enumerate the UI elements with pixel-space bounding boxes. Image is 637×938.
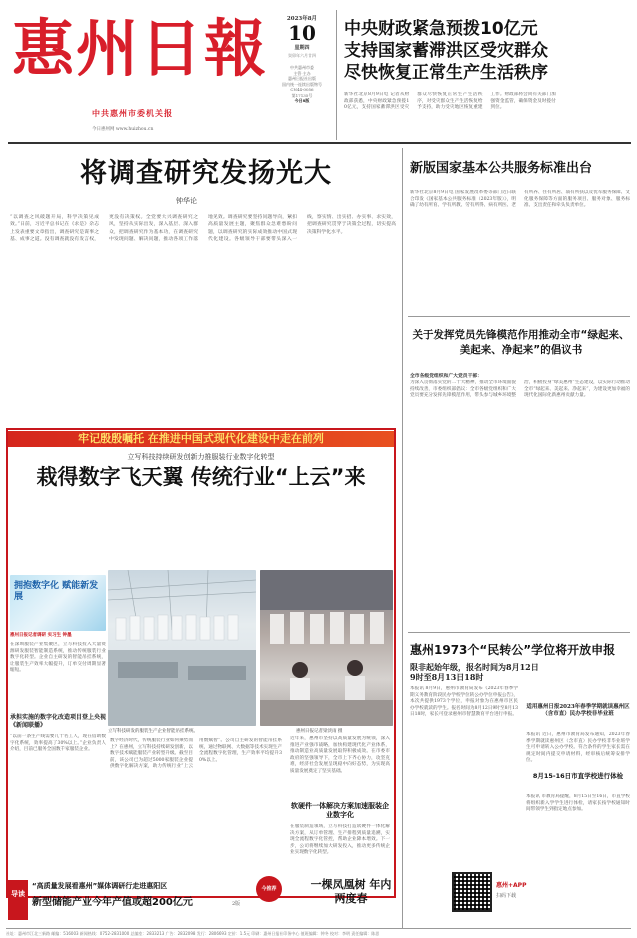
story4-headline[interactable]: 8月15-16日市直学校进行体检	[532, 772, 624, 780]
website-note: 今日惠州网 www.huizhou.cn	[92, 127, 154, 132]
lead-story-headline[interactable]: 中央财政紧急预拨10亿元 支持国家蓄滞洪区受灾群众 尽快恢复正常生产生活秩序	[344, 19, 548, 83]
feature-section2-headline[interactable]: 软硬件一体解决方案加速服装企业数字化	[291, 802, 389, 819]
guide-tag: 导读	[8, 880, 28, 920]
feature-photo-main	[108, 570, 256, 726]
story3-subheads: 限非起始年级，报名时间为8月12日 9时至8月13日18时	[410, 662, 539, 682]
factory-photo-illustration	[108, 570, 256, 726]
commentary-headline[interactable]: 将调查研究发扬光大	[80, 158, 332, 189]
story3-headline[interactable]: 惠州1973个“民转公”学位将开放申报	[410, 643, 616, 657]
photo-right-caption: 惠州日报记者梁淡雨 摄	[296, 729, 343, 734]
photo-main-caption: 立写科技研发的服装生产企业智能吊挂系统。	[108, 729, 198, 734]
app-name: 惠州+APP	[496, 882, 527, 889]
issue-info: 中共惠州市委 主管·主办 惠州日报社出版 国内统一连续出版物号 CN44-0056 第17135号 今日8版	[282, 65, 322, 103]
feature-section2-body: 在服装制造领域，立写科技打造软硬件一体化解决方案，从订单管理、生产排程到质量追溯，实现全流程数字化管控，帮助企业降本增效。下一步，公司将继续加大研发投入，推动更多传统企业实现数字化转型。	[290, 824, 390, 856]
promo3-headline[interactable]: 一棵凤凰树 年内两度春	[310, 878, 392, 905]
promo1-headline[interactable]: “高质量发展看惠州”媒体调研行走进惠阳区	[32, 882, 168, 890]
feature-side-section-title: 承担实施的数字化改造项目登上央视《新闻联播》	[10, 714, 107, 729]
promo2-headline[interactable]: 新型储能产业今年产值或超200亿元	[32, 897, 193, 908]
story4-body: 本报讯 市教育局提醒，8月15日至16日，市直学校将组织新入学学生进行体检，请家长按学校通知时间带领学生到指定地点参加。	[526, 794, 630, 813]
promo2-page: 2版	[232, 901, 241, 907]
middle-strip-body: 近年来，惠州市坚持以高质量发展为统领，深入推进产业强市战略，加快构建现代化产业体系，推动制造业高质量发展取得积极成效。在市委市政府的坚强领导下，全市上下齐心协力，攻坚克难，经济社会发展呈现稳中向好态势，为实现高质量发展奠定了坚实基础。	[290, 736, 390, 774]
feature-main-body: 数字经济时代，传统服装行业如何乘势而上？在惠州，立写科技持续研发创新，以数字技术赋能服装产业转型升级。截至目前，该公司已为超过5000家服装企业提供数字化解决方案，助力传统行业“上云用数赋智”。公司自主研发的智能吊挂系统，通过物联网、大数据等技术实现生产全流程数字化管理，生产效率平均提升30%以上。	[110, 738, 282, 770]
feature-side-body1: 在深圳服装产业集聚区，立写科技投入大量资源研发服装智能制造系统，推动传统服装行业数字化转型。企业自主研发的智能吊挂系统，让服装生产效率大幅提升，订单交付周期显著缩短。	[10, 642, 106, 674]
commentary-author: 钟华论	[176, 197, 197, 205]
side-logo-text: 拥抱数字化 赋能新发展	[14, 581, 99, 602]
dateline-box	[272, 14, 332, 124]
story2-body: 为深入贯彻落实党的二十大精神，推动全市环境面貌持续改善，市委组织部倡议：全市各级党组织和广大党员要充分发挥先锋模范作用，带头参与城乡环境整治，积极投身“绿美惠州”生态建设，以实际行动推动全市“绿起来、美起来、净起来”，为建设更加幸福的现代化国际化新惠州贡献力量。	[410, 380, 630, 399]
date-weekday: 星期四	[294, 45, 310, 51]
footer-info: 社址：惠州市江北三新路 邮编：516003 新闻热线：0752-2831000 总编室：2833213 广告：2832098 发行：2806693 定价：1.5元 印刷：惠州日报社印务中心 值班编辑：钟冬 校对：李明 责任编辑：陈思	[6, 928, 631, 938]
date-day: 10	[288, 21, 316, 45]
feature-side-body2: “以前一条生产线需要几十名工人，现在借助数字化系统，效率提高了30%以上。”企业负责人介绍，目前已服务全国数千家服装企业。	[10, 734, 106, 753]
story1-headline[interactable]: 新版国家基本公共服务标准出台	[410, 161, 593, 176]
feature-side-byline: 惠州日报记者调研 实习生 钟墨	[10, 633, 72, 638]
masthead-title: 惠州日報	[12, 12, 269, 85]
commentary-body: “以调查之风破题开局，科学决策见成效。”日前，习近平总书记在《求是》杂志上发表重要文章指出，调查研究是谋事之基、成事之道。没有调查就没有发言权，更没有决策权。全党要大兴调查研究之风，坚持从实际出发，深入基层、深入群众，把调查研究作为基本功，在调查研究中发现问题、解决问题，推动各项工作落地见效。调查研究要坚持问题导向，紧扣高质量发展主题，聚焦群众急难愁盼问题，以调查研究的实际成效推动中国式现代化建设。各级领导干部要带头深入一线，察实情、出实招、办实事、求实效，把调查研究贯穿于决策全过程，切实提高决策科学化水平。	[10, 215, 396, 243]
lower-right-headline[interactable]: 适用惠州日报2023年春季学期就读惠州区（含市直）民办学校非毕业班	[526, 704, 630, 717]
feature-banner: 牢记殷殷嘱托 在推进中国式现代化建设中走在前列	[8, 431, 394, 447]
story2-headline[interactable]: 关于发挥党员先锋模范作用推动全市“绿起来、美起来、净起来”的倡议书	[412, 329, 630, 356]
feature-side-graphic	[10, 575, 106, 631]
masthead-subtitle: 中共惠州市委机关报	[92, 108, 173, 118]
story1-body: 新华社北京8月9日电 国家发展改革委等部门近日联合印发《国家基本公共服务标准（2023年版）》，明确了幼有所育、学有所教、劳有所得、病有所医、老有所养、住有所居、弱有所扶以及优军服务保障、文化服务保障等方面的服务项目、服务对象、服务标准、支出责任和牵头负责单位。	[410, 190, 630, 209]
story3-body: 本报讯 8月9日，惠州市教育局发布《2023年春季学期义务教育阶段民办学校学位转公办学位申报公告》，本次共提供1973个学位，申报对象为在惠州市区民办学校就读的学生。报名时间为8月12日9时至8月13日18时，家长可登录惠州市智慧教育平台进行申报。	[410, 686, 518, 718]
feature-kicker: 立写科技持续研发创新力推服装行业数字化转型	[127, 453, 275, 461]
workers-photo-illustration	[260, 570, 393, 726]
feature-headline[interactable]: 栽得数字飞天翼 传统行业“上云”来	[36, 465, 366, 489]
lead-story-body: 新华社北京8月9日电 记者从财政部获悉，中央财政紧急预拨10亿元，支持国家蓄滞洪区受灾群众尽快恢复正常生产生活秩序，对受灾群众生产生活恢复给予支持，助力受灾地区恢复重建工作。财政部将会同有关部门加强资金监管，确保资金及时拨付到位。	[344, 92, 556, 111]
recommend-badge: 今推荐	[256, 876, 282, 902]
lower-right-body: 本报讯 近日，惠州市教育局发布通知，2023年春季学期就读惠州区（含市直）民办学校非毕业班学生可申请转入公办学校。符合条件的学生家长需在规定时间内提交申请材料，经审核后统筹安排学位。	[526, 732, 630, 764]
date-year-month: 2023年8月	[286, 16, 318, 22]
app-qr-code[interactable]	[452, 872, 492, 912]
qr-label: 扫码下载	[496, 893, 517, 899]
story2-kicker: 全市各级党组织和广大党员干部：	[410, 373, 482, 379]
date-lunar: 癸卯年六月廿四	[288, 53, 316, 58]
feature-photo-right	[260, 570, 393, 726]
